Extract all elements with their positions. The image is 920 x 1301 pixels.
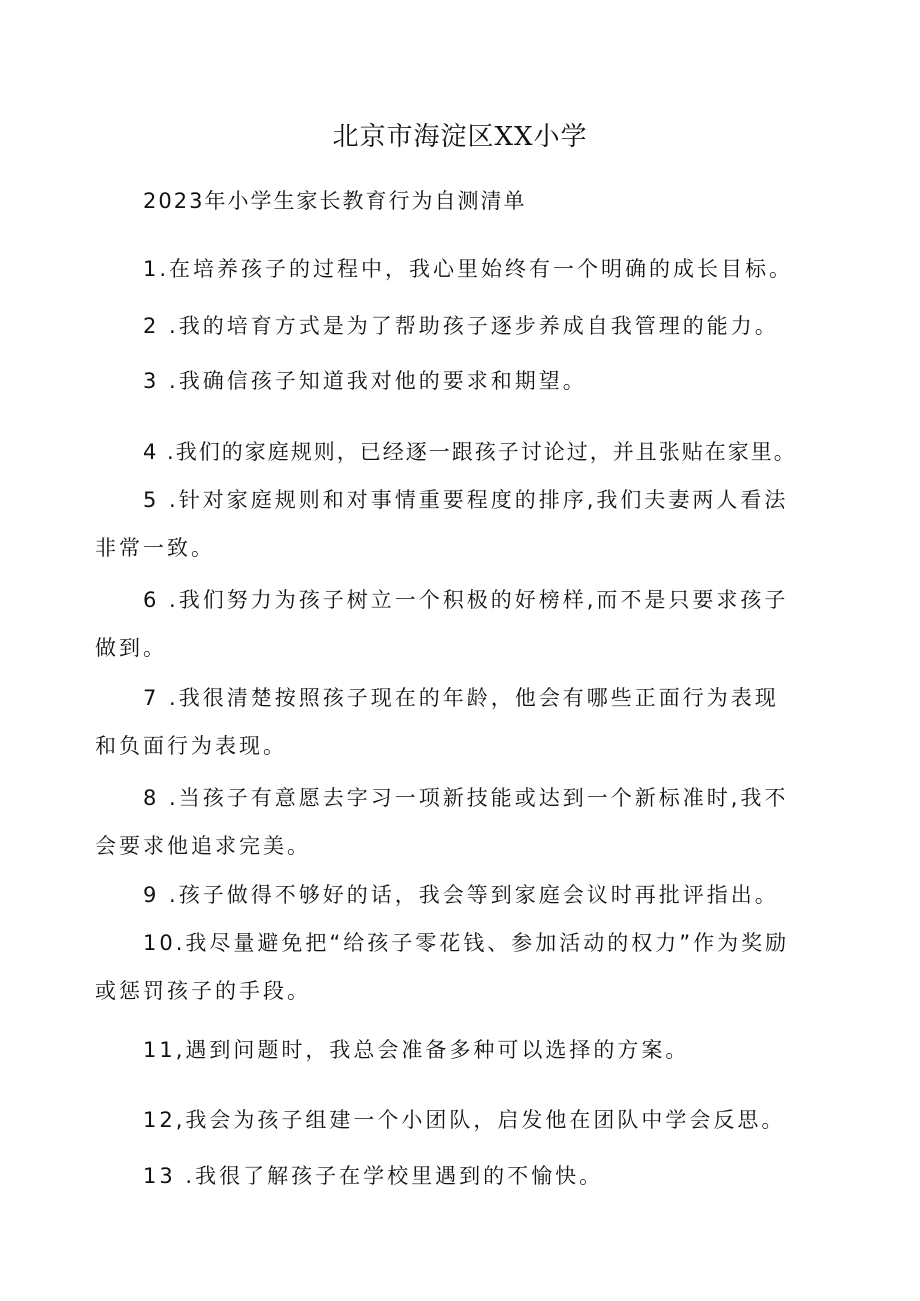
checklist-item-13: 13 .我很了解孩子在学校里遇到的不愉快。: [143, 1164, 604, 1188]
checklist-item-1: 1.在培养孩子的过程中，我心里始终有一个明确的成长目标。: [143, 257, 794, 281]
document-title: 北京市海淀区XX小学: [332, 122, 588, 152]
checklist-item-6: 6 .我们努力为孩子树立一个积极的好榜样,而不是只要求孩子做到。: [95, 588, 789, 660]
checklist-item-12: 12,我会为孩子组建一个小团队，启发他在团队中学会反思。: [143, 1108, 786, 1132]
checklist-item-10: 10.我尽量避免把“给孩子零花钱、参加活动的权力”作为奖励或惩罚孩子的手段。: [95, 931, 790, 1003]
document-subtitle: 2023年小学生家长教育行为自测清单: [143, 189, 527, 213]
checklist-item-8: 8 .当孩子有意愿去字习一项新技能或达到一个新标准时,我不会要求他追求完美。: [95, 786, 789, 858]
checklist-item-3: 3 .我确信孩子知道我对他的要求和期望。: [143, 369, 587, 393]
checklist-item-11: 11,遇到问题时，我总会准备多种可以选择的方案。: [143, 1038, 690, 1062]
checklist-item-2: 2 .我的培育方式是为了帮助孩子逐步养成自我管理的能力。: [143, 314, 779, 338]
checklist-item-5: 5 .针对家庭规则和对事情重要程度的排序,我们夫妻两人看法非常一致。: [95, 488, 789, 560]
checklist-item-7: 7 .我很清楚按照孩子现在的年龄，他会有哪些正面行为表现和负面行为表现。: [95, 686, 779, 758]
checklist-item-9: 9 .孩子做得不够好的话，我会等到家庭会议时再批评指出。: [143, 883, 779, 907]
checklist-item-4: 4 .我们的家庭规则，已经逐一跟孩子讨论过，并且张贴在家里。: [143, 440, 797, 464]
